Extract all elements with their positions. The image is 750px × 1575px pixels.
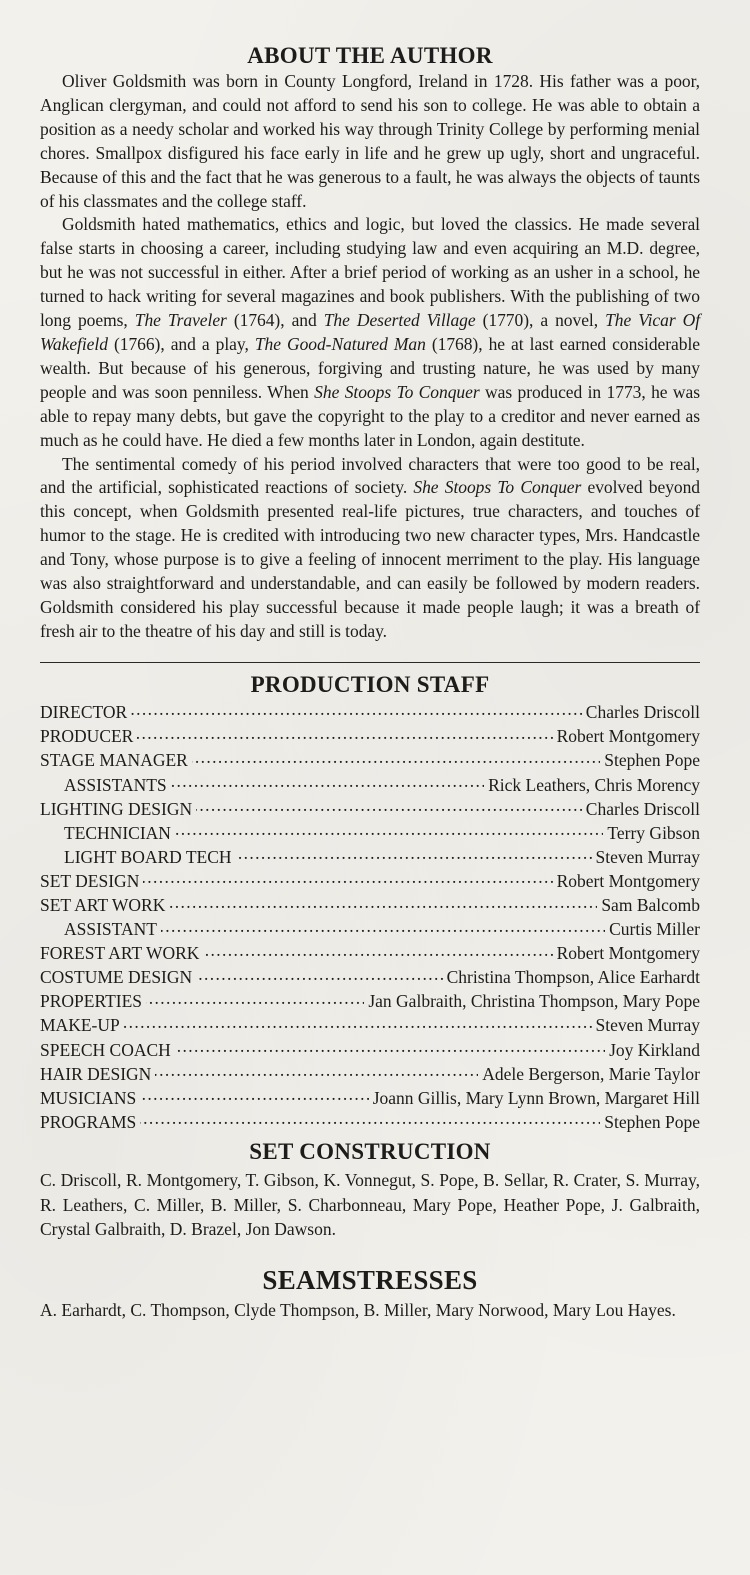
dot-leader <box>169 894 597 912</box>
staff-row <box>40 725 700 749</box>
staff-role: MAKE-UP <box>40 1015 120 1036</box>
text-run: was produced in 1773, he was able to repay many debts, but gave the copyright to the play to a creditor and never earned as much as he could have. He died a few months later in London, again destitute. <box>40 381 700 450</box>
about-paragraph-2 <box>40 213 700 452</box>
staff-row <box>40 894 700 918</box>
section-divider <box>40 662 700 663</box>
text-run: (1770), a novel, <box>475 310 606 331</box>
dot-leader <box>175 821 603 839</box>
dot-leader <box>124 1014 592 1032</box>
staff-role: ASSISTANT <box>64 919 157 940</box>
production-staff-list <box>40 701 700 1135</box>
title-the-deserted-village: The Deserted Village <box>323 310 476 331</box>
staff-role: SET ART WORK <box>40 895 166 915</box>
staff-names: Robert Montgomery <box>556 726 700 747</box>
staff-row <box>40 797 700 821</box>
staff-role: PRODUCER <box>40 726 134 747</box>
text-run: (1766), and a play, <box>107 333 255 354</box>
title-vicar-of-wakefield: The Vicar Of Wakefield <box>40 310 701 354</box>
dot-leader <box>192 749 600 767</box>
title-good-natured-man: The Good-Natured Man <box>254 333 426 354</box>
staff-names: Rick Leathers, Chris Morency <box>488 774 700 795</box>
staff-role: LIGHTING DESIGN <box>40 798 193 819</box>
set-construction-names: C. Driscoll, R. Montgomery, T. Gibson, K. Vonnegut, S. Pope, B. Sellar, R. Crater, S. Murray, R. Leathers, C. Miller, B. Miller, S. Charbonneau, Mary Pope, Heather Pope, J. Galbraith, Crystal Galbraith, D. Brazel, Jon Dawson. <box>40 1170 700 1240</box>
staff-role: PROGRAMS <box>40 1111 137 1132</box>
staff-role: MUSICIANS <box>40 1087 137 1108</box>
dot-leader <box>175 1038 605 1056</box>
dot-leader <box>131 701 582 719</box>
staff-row <box>40 773 700 797</box>
staff-role: TECHNICIAN <box>64 822 171 843</box>
staff-role: COSTUME DESIGN <box>40 967 193 988</box>
staff-role: STAGE MANAGER <box>40 750 188 771</box>
staff-names: Joy Kirkland <box>609 1039 700 1060</box>
staff-row <box>40 966 700 990</box>
staff-names: Joann Gillis, Mary Lynn Brown, Margaret Hill <box>372 1087 700 1108</box>
dot-leader <box>140 1110 600 1128</box>
staff-row <box>40 821 700 845</box>
title-she-stoops-to-conquer: She Stoops To Conquer <box>314 381 480 402</box>
dot-leader <box>161 918 605 936</box>
dot-leader <box>203 942 552 960</box>
text-run: (1764), and <box>226 310 324 331</box>
staff-row <box>40 1014 700 1038</box>
staff-names: Steven Murray <box>595 1015 700 1036</box>
staff-names: Stephen Pope <box>604 1111 700 1132</box>
staff-names: Stephen Pope <box>604 750 700 771</box>
staff-row <box>40 990 700 1014</box>
staff-names: Curtis Miller <box>609 919 700 940</box>
about-author-heading: ABOUT THE AUTHOR <box>247 43 493 68</box>
staff-names: Steven Murray <box>595 846 700 867</box>
dot-leader <box>137 725 552 743</box>
staff-names: Sam Balcomb <box>601 895 700 915</box>
text-run: Goldsmith hated mathematics, ethics and logic, but loved the classics. He made several false starts in choosing a career, including studying law and even acquiring an M.D. degree, but he was not successful in either. After a brief period of working as an usher in a school, he turned to hack writing for several magazines and book publishers. With the publishing of two long poems, <box>40 214 700 331</box>
staff-names: Robert Montgomery <box>556 943 700 964</box>
dot-leader <box>196 797 582 815</box>
dot-leader <box>146 990 364 1008</box>
staff-role: PROPERTIES <box>40 991 143 1012</box>
staff-row <box>40 845 700 869</box>
about-paragraph-1: Oliver Goldsmith was born in County Longford, Ireland in 1728. His father was a poor, Anglican clergyman, and could not afford to send his son to college. He was able to obtain a position as a needy scholar and worked his way through Trinity College by performing menial chores. Smallpox disfigured his face early in life and he grew up ugly, short and ungraceful. Because of this and the fact that he was generous to a fault, he was always the objects of taunts of his classmates and the college staff. <box>40 71 700 211</box>
staff-role: LIGHT BOARD TECH <box>64 846 232 867</box>
staff-row <box>40 1038 700 1062</box>
staff-role: HAIR DESIGN <box>40 1063 152 1084</box>
staff-row <box>40 1062 700 1086</box>
staff-names: Charles Driscoll <box>585 798 700 819</box>
staff-names: Robert Montgomery <box>556 870 700 891</box>
staff-role: FOREST ART WORK <box>40 943 200 964</box>
dot-leader <box>196 966 442 984</box>
dot-leader <box>236 845 592 863</box>
production-staff-heading: PRODUCTION STAFF <box>250 671 490 697</box>
staff-row <box>40 701 700 725</box>
staff-row <box>40 1110 700 1134</box>
staff-names: Adele Bergerson, Marie Taylor <box>482 1063 700 1084</box>
staff-role: DIRECTOR <box>40 702 128 723</box>
dot-leader <box>140 1086 368 1104</box>
seamstresses-names: A. Earhardt, C. Thompson, Clyde Thompson, B. Miller, Mary Norwood, Mary Lou Hayes. <box>40 1299 676 1320</box>
staff-names: Christina Thompson, Alice Earhardt <box>446 967 700 988</box>
staff-names: Jan Galbraith, Christina Thompson, Mary Pope <box>368 991 700 1012</box>
staff-names: Charles Driscoll <box>585 702 700 723</box>
dot-leader <box>155 1062 478 1080</box>
dot-leader <box>171 773 484 791</box>
text-run: evolved beyond this concept, when Goldsmith presented real-life pictures, true characters, and touches of humor to the stage. He is credited with introducing two new character types, Mrs. Handcastle and Tony, whose purpose is to give a feeling of innocent merriment to the play. His language was also straightforward and understandable, and can easily be followed by modern readers. Goldsmith considered his play successful because it made people laugh; it was a breath of fresh air to the theatre of his day and still is today. <box>40 477 700 641</box>
staff-row <box>40 1086 700 1110</box>
staff-role: SPEECH COACH <box>40 1039 171 1060</box>
title-the-traveler: The Traveler <box>134 310 227 331</box>
staff-row <box>40 918 700 942</box>
page-content <box>40 42 700 1322</box>
about-paragraph-3 <box>40 453 700 644</box>
staff-role: ASSISTANTS <box>64 774 167 795</box>
text-run: The sentimental comedy of his period involved characters that were too good to be real, and the artificial, sophisticated reactions of society. <box>40 453 700 498</box>
title-she-stoops-to-conquer: She Stoops To Conquer <box>413 477 582 498</box>
text-run: (1768), he at last earned considerable wealth. But because of his generous, forgiving and trusting nature, he was used by many people and was soon penniless. When <box>40 333 701 402</box>
staff-row <box>40 749 700 773</box>
seamstresses-heading: SEAMSTRESSES <box>262 1264 478 1295</box>
staff-role: SET DESIGN <box>40 870 140 891</box>
set-construction-heading: SET CONSTRUCTION <box>249 1139 491 1165</box>
staff-names: Terry Gibson <box>607 822 700 843</box>
staff-row <box>40 942 700 966</box>
staff-row <box>40 869 700 893</box>
dot-leader <box>143 869 552 887</box>
